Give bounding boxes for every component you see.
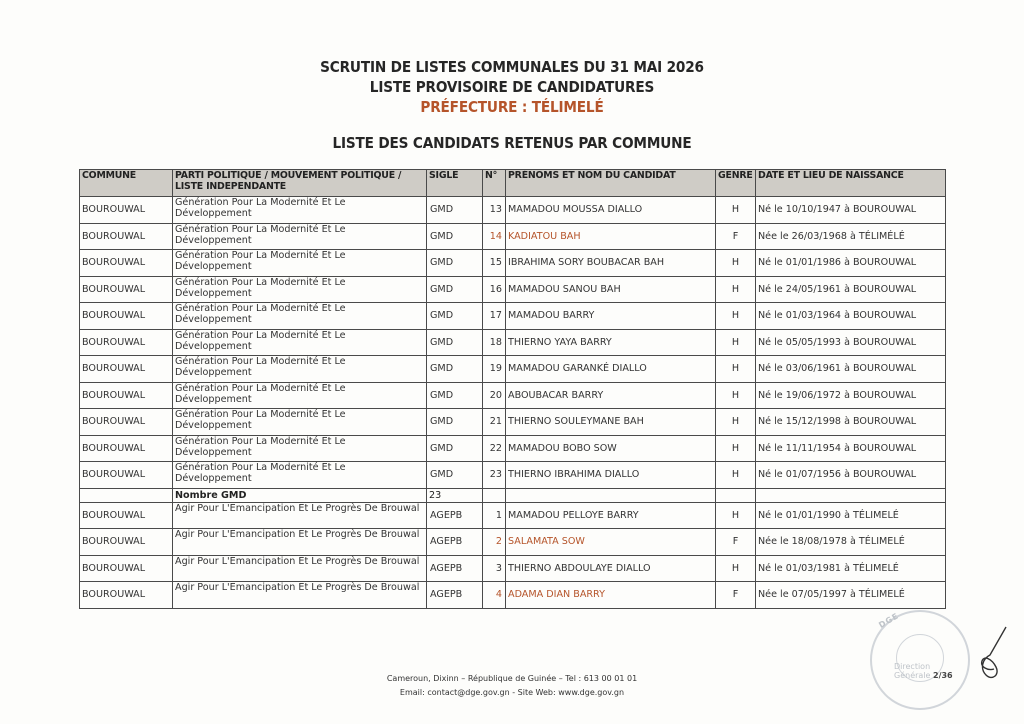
cell-genre: F bbox=[716, 529, 756, 556]
cell-numero: 2 bbox=[483, 529, 506, 556]
cell-genre: H bbox=[716, 462, 756, 489]
title-prefecture: PRÉFECTURE : TÉLIMELÉ bbox=[420, 98, 604, 116]
cell-naissance: Née le 26/03/1968 à TÉLIMÉLÉ bbox=[756, 223, 946, 250]
cell-parti: Génération Pour La Modernité Et Le Développement bbox=[173, 223, 427, 250]
signature-icon bbox=[978, 625, 1008, 685]
total-label: Nombre GMD bbox=[173, 488, 427, 502]
cell-commune: BOUROUWAL bbox=[80, 435, 173, 462]
table-row bbox=[80, 502, 946, 529]
col-header-candidat: PRÉNOMS ET NOM DU CANDIDAT bbox=[506, 170, 716, 197]
cell-numero: 13 bbox=[483, 197, 506, 224]
cell-commune: BOUROUWAL bbox=[80, 382, 173, 409]
cell-parti: Génération Pour La Modernité Et Le Développement bbox=[173, 382, 427, 409]
cell-parti: Agir Pour L'Emancipation Et Le Progrès De Brouwal bbox=[173, 555, 427, 582]
title-liste-provisoire: LISTE PROVISOIRE DE CANDIDATURES bbox=[369, 78, 655, 96]
cell-commune: BOUROUWAL bbox=[80, 582, 173, 609]
cell-genre: H bbox=[716, 303, 756, 330]
col-header-genre: GENRE bbox=[716, 170, 756, 197]
cell-sigle: GMD bbox=[427, 276, 483, 303]
cell-commune: BOUROUWAL bbox=[80, 250, 173, 277]
cell-candidat: MAMADOU GARANKÉ DIALLO bbox=[506, 356, 716, 383]
cell-parti: Agir Pour L'Emancipation Et Le Progrès De Brouwal bbox=[173, 582, 427, 609]
cell-sigle: AGEPB bbox=[427, 555, 483, 582]
table-row bbox=[80, 356, 946, 383]
cell-sigle: GMD bbox=[427, 356, 483, 383]
cell-candidat: THIERNO IBRAHIMA DIALLO bbox=[506, 462, 716, 489]
cell-candidat: THIERNO SOULEYMANE BAH bbox=[506, 409, 716, 436]
cell-numero: 18 bbox=[483, 329, 506, 356]
table-row bbox=[80, 197, 946, 224]
cell-naissance: Né le 01/03/1964 à BOUROUWAL bbox=[756, 303, 946, 330]
col-header-sigle: SIGLE bbox=[427, 170, 483, 197]
cell-numero: 19 bbox=[483, 356, 506, 383]
table-row bbox=[80, 223, 946, 250]
cell-sigle: AGEPB bbox=[427, 502, 483, 529]
cell-candidat: MAMADOU PELLOYE BARRY bbox=[506, 502, 716, 529]
cell-parti: Génération Pour La Modernité Et Le Développement bbox=[173, 250, 427, 277]
table-row bbox=[80, 529, 946, 556]
cell-sigle: GMD bbox=[427, 329, 483, 356]
cell-naissance: Née le 07/05/1997 à TÉLIMELÉ bbox=[756, 582, 946, 609]
cell-commune: BOUROUWAL bbox=[80, 223, 173, 250]
col-header-parti: PARTI POLITIQUE / MOUVEMENT POLITIQUE / LISTE INDEPENDANTE bbox=[173, 170, 427, 197]
cell-parti: Génération Pour La Modernité Et Le Développement bbox=[173, 435, 427, 462]
cell-empty bbox=[483, 488, 506, 502]
cell-genre: H bbox=[716, 555, 756, 582]
cell-parti: Agir Pour L'Emancipation Et Le Progrès De Brouwal bbox=[173, 502, 427, 529]
cell-naissance: Né le 01/07/1956 à BOUROUWAL bbox=[756, 462, 946, 489]
cell-parti: Génération Pour La Modernité Et Le Développement bbox=[173, 276, 427, 303]
cell-naissance: Né le 03/06/1961 à BOUROUWAL bbox=[756, 356, 946, 383]
cell-numero: 16 bbox=[483, 276, 506, 303]
cell-genre: H bbox=[716, 409, 756, 436]
col-header-numero: N° bbox=[483, 170, 506, 197]
cell-commune: BOUROUWAL bbox=[80, 529, 173, 556]
cell-commune: BOUROUWAL bbox=[80, 356, 173, 383]
table-row bbox=[80, 582, 946, 609]
page-footer bbox=[0, 672, 1024, 700]
stamp-center-text: Direction Générale bbox=[894, 662, 931, 680]
cell-naissance: Né le 10/10/1947 à BOUROUWAL bbox=[756, 197, 946, 224]
table-row bbox=[80, 409, 946, 436]
official-stamp bbox=[870, 610, 970, 710]
cell-sigle: GMD bbox=[427, 409, 483, 436]
cell-numero: 4 bbox=[483, 582, 506, 609]
table-header-row bbox=[80, 170, 946, 197]
cell-numero: 3 bbox=[483, 555, 506, 582]
cell-numero: 15 bbox=[483, 250, 506, 277]
cell-sigle: GMD bbox=[427, 435, 483, 462]
cell-candidat: ADAMA DIAN BARRY bbox=[506, 582, 716, 609]
cell-genre: H bbox=[716, 329, 756, 356]
cell-parti: Génération Pour La Modernité Et Le Développement bbox=[173, 197, 427, 224]
footer-address: Cameroun, Dixinn – République de Guinée – Tel : 613 00 01 01 bbox=[386, 674, 638, 683]
cell-sigle: GMD bbox=[427, 223, 483, 250]
cell-sigle: GMD bbox=[427, 382, 483, 409]
cell-commune: BOUROUWAL bbox=[80, 303, 173, 330]
cell-sigle: GMD bbox=[427, 462, 483, 489]
cell-naissance: Né le 01/01/1986 à BOUROUWAL bbox=[756, 250, 946, 277]
cell-numero: 1 bbox=[483, 502, 506, 529]
table-row bbox=[80, 250, 946, 277]
cell-candidat: SALAMATA SOW bbox=[506, 529, 716, 556]
footer-contact: Email: contact@dge.gov.gn - Site Web: www.dge.gov.gn bbox=[399, 688, 625, 697]
cell-commune: BOUROUWAL bbox=[80, 555, 173, 582]
stamp-arc-text: DGE bbox=[877, 611, 901, 630]
cell-commune: BOUROUWAL bbox=[80, 502, 173, 529]
cell-candidat: ABOUBACAR BARRY bbox=[506, 382, 716, 409]
cell-numero: 20 bbox=[483, 382, 506, 409]
cell-sigle: GMD bbox=[427, 303, 483, 330]
cell-naissance: Née le 18/08/1978 à TÉLIMELÉ bbox=[756, 529, 946, 556]
cell-naissance: Né le 05/05/1993 à BOUROUWAL bbox=[756, 329, 946, 356]
title-scrutin: SCRUTIN DE LISTES COMMUNALES DU 31 MAI 2026 bbox=[320, 58, 704, 76]
cell-empty bbox=[80, 488, 173, 502]
table-row bbox=[80, 462, 946, 489]
cell-genre: H bbox=[716, 276, 756, 303]
cell-naissance: Né le 01/03/1981 à TÉLIMELÉ bbox=[756, 555, 946, 582]
cell-naissance: Né le 11/11/1954 à BOUROUWAL bbox=[756, 435, 946, 462]
cell-parti: Génération Pour La Modernité Et Le Développement bbox=[173, 409, 427, 436]
cell-numero: 21 bbox=[483, 409, 506, 436]
page-number: 2/36 bbox=[933, 671, 953, 680]
col-header-naissance: DATE ET LIEU DE NAISSANCE bbox=[756, 170, 946, 197]
cell-candidat: MAMADOU MOUSSA DIALLO bbox=[506, 197, 716, 224]
cell-parti: Génération Pour La Modernité Et Le Développement bbox=[173, 356, 427, 383]
table-row bbox=[80, 276, 946, 303]
candidates-table bbox=[79, 169, 946, 609]
cell-genre: H bbox=[716, 502, 756, 529]
cell-commune: BOUROUWAL bbox=[80, 462, 173, 489]
cell-genre: H bbox=[716, 250, 756, 277]
cell-commune: BOUROUWAL bbox=[80, 329, 173, 356]
table-row bbox=[80, 435, 946, 462]
table-row bbox=[80, 303, 946, 330]
cell-empty bbox=[756, 488, 946, 502]
cell-candidat: MAMADOU BOBO SOW bbox=[506, 435, 716, 462]
cell-empty bbox=[506, 488, 716, 502]
cell-parti: Génération Pour La Modernité Et Le Développement bbox=[173, 303, 427, 330]
cell-parti: Agir Pour L'Emancipation Et Le Progrès De Brouwal bbox=[173, 529, 427, 556]
cell-genre: H bbox=[716, 435, 756, 462]
cell-parti: Génération Pour La Modernité Et Le Développement bbox=[173, 329, 427, 356]
table-row bbox=[80, 382, 946, 409]
cell-genre: H bbox=[716, 197, 756, 224]
document-header bbox=[61, 57, 962, 153]
cell-naissance: Né le 19/06/1972 à BOUROUWAL bbox=[756, 382, 946, 409]
cell-numero: 22 bbox=[483, 435, 506, 462]
cell-genre: H bbox=[716, 356, 756, 383]
cell-commune: BOUROUWAL bbox=[80, 197, 173, 224]
cell-numero: 17 bbox=[483, 303, 506, 330]
cell-candidat: MAMADOU BARRY bbox=[506, 303, 716, 330]
cell-sigle: GMD bbox=[427, 250, 483, 277]
subtitle-candidats-retenus: LISTE DES CANDIDATS RETENUS PAR COMMUNE bbox=[332, 134, 692, 152]
cell-naissance: Né le 24/05/1961 à BOUROUWAL bbox=[756, 276, 946, 303]
cell-parti: Génération Pour La Modernité Et Le Développement bbox=[173, 462, 427, 489]
cell-commune: BOUROUWAL bbox=[80, 409, 173, 436]
cell-candidat: THIERNO ABDOULAYE DIALLO bbox=[506, 555, 716, 582]
cell-numero: 14 bbox=[483, 223, 506, 250]
cell-naissance: Né le 01/01/1990 à TÉLIMELÉ bbox=[756, 502, 946, 529]
cell-genre: F bbox=[716, 582, 756, 609]
cell-sigle: AGEPB bbox=[427, 529, 483, 556]
cell-naissance: Né le 15/12/1998 à BOUROUWAL bbox=[756, 409, 946, 436]
cell-commune: BOUROUWAL bbox=[80, 276, 173, 303]
total-value: 23 bbox=[427, 488, 483, 502]
col-header-commune: COMMUNE bbox=[80, 170, 173, 197]
total-row bbox=[80, 488, 946, 502]
cell-candidat: THIERNO YAYA BARRY bbox=[506, 329, 716, 356]
cell-candidat: KADIATOU BAH bbox=[506, 223, 716, 250]
cell-candidat: IBRAHIMA SORY BOUBACAR BAH bbox=[506, 250, 716, 277]
cell-sigle: AGEPB bbox=[427, 582, 483, 609]
cell-genre: F bbox=[716, 223, 756, 250]
table-row bbox=[80, 555, 946, 582]
cell-numero: 23 bbox=[483, 462, 506, 489]
table-row bbox=[80, 329, 946, 356]
cell-genre: H bbox=[716, 382, 756, 409]
cell-empty bbox=[716, 488, 756, 502]
cell-sigle: GMD bbox=[427, 197, 483, 224]
cell-candidat: MAMADOU SANOU BAH bbox=[506, 276, 716, 303]
